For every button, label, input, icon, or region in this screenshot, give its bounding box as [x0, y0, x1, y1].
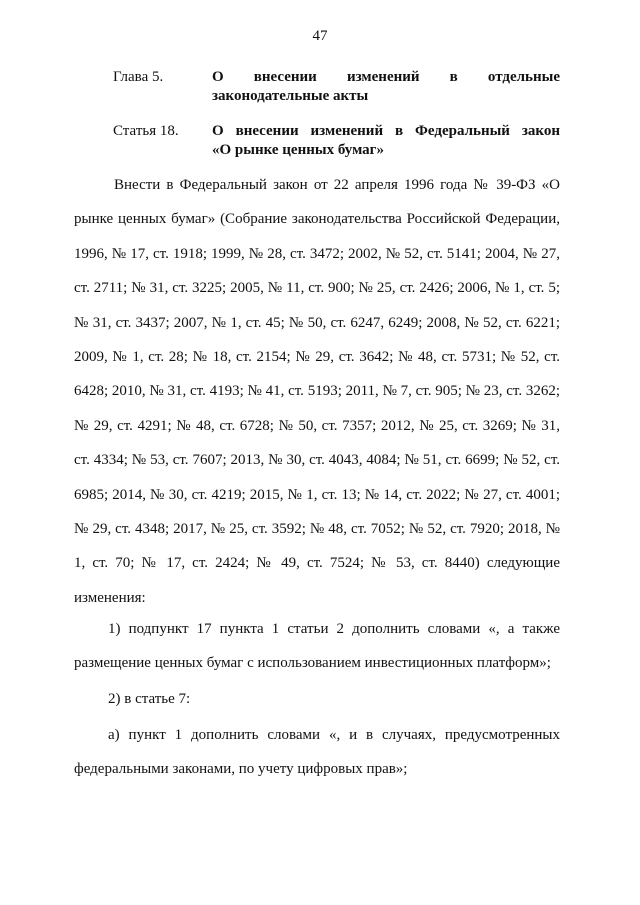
article-label: Статья 18.	[113, 123, 179, 139]
page-number: 47	[312, 28, 328, 44]
intro-paragraph: Внести в Федеральный закон от 22 апреля 1996 года № 39-ФЗ «О рынке ценных бумаг» (Собрание законодательства Российской Федерации, 1996, № 17, ст. 1918; 1999, № 28, ст. 3472; 2002, № 52, ст. 5141; 2004, № 27, ст. 2711; № 31, ст. 3225; 2005, № 11, ст. 900; № 25, ст. 2426; 2006, № 1, ст. 5; № 31, ст. 3437; 2007, № 1, ст. 45; № 50, ст. 6247, 6249; 2008, № 52, ст. 6221; 2009, № 1, ст. 28; № 18, ст. 2154; № 29, ст. 3642; № 48, ст. 5731; № 52, ст. 6428; 2010, № 31, ст. 4193; № 41, ст. 5193; 2011, № 7, ст. 905; № 23, ст. 3262; № 29, ст. 4291; № 48, ст. 6728; № 50, ст. 7357; 2012, № 25, ст. 3269; № 31, ст. 4334; № 53, ст. 7607; 2013, № 30, ст. 4043, 4084; № 51, ст. 6699; № 52, ст. 6985; 2014, № 30, ст. 4219; 2015, № 1, ст. 13; № 14, ст. 2022; № 27, ст. 4001; № 29, ст. 4348; 2017, № 25, ст. 3592; № 48, ст. 7052; № 52, ст. 7920; 2018, № 1, ст. 70; № 17, ст. 2424; № 49, ст. 7524; № 53, ст. 8440) следующие изменения:	[74, 177, 560, 606]
intro-block	[74, 168, 560, 615]
article-title	[212, 122, 560, 160]
amendment-item-2: 2) в статье 7:	[108, 691, 191, 707]
chapter-label: Глава 5.	[113, 69, 164, 85]
article-title-line2: «О рынке ценных бумаг»	[212, 142, 384, 158]
article-title-line1: О внесении изменений в Федеральный закон	[212, 123, 560, 139]
amendment-item-2a: а) пункт 1 дополнить словами «, и в случаях, предусмотренных федеральными законами, по учету цифровых прав»;	[74, 727, 560, 777]
chapter-title-line1: О внесении изменений в отдельные	[212, 69, 560, 85]
chapter-title	[212, 68, 560, 106]
chapter-title-line2: законодательные акты	[212, 88, 369, 104]
amendment-item-1: 1) подпункт 17 пункта 1 статьи 2 дополнить словами «, а также размещение ценных бумаг с использованием инвестиционных платформ»;	[74, 621, 560, 671]
